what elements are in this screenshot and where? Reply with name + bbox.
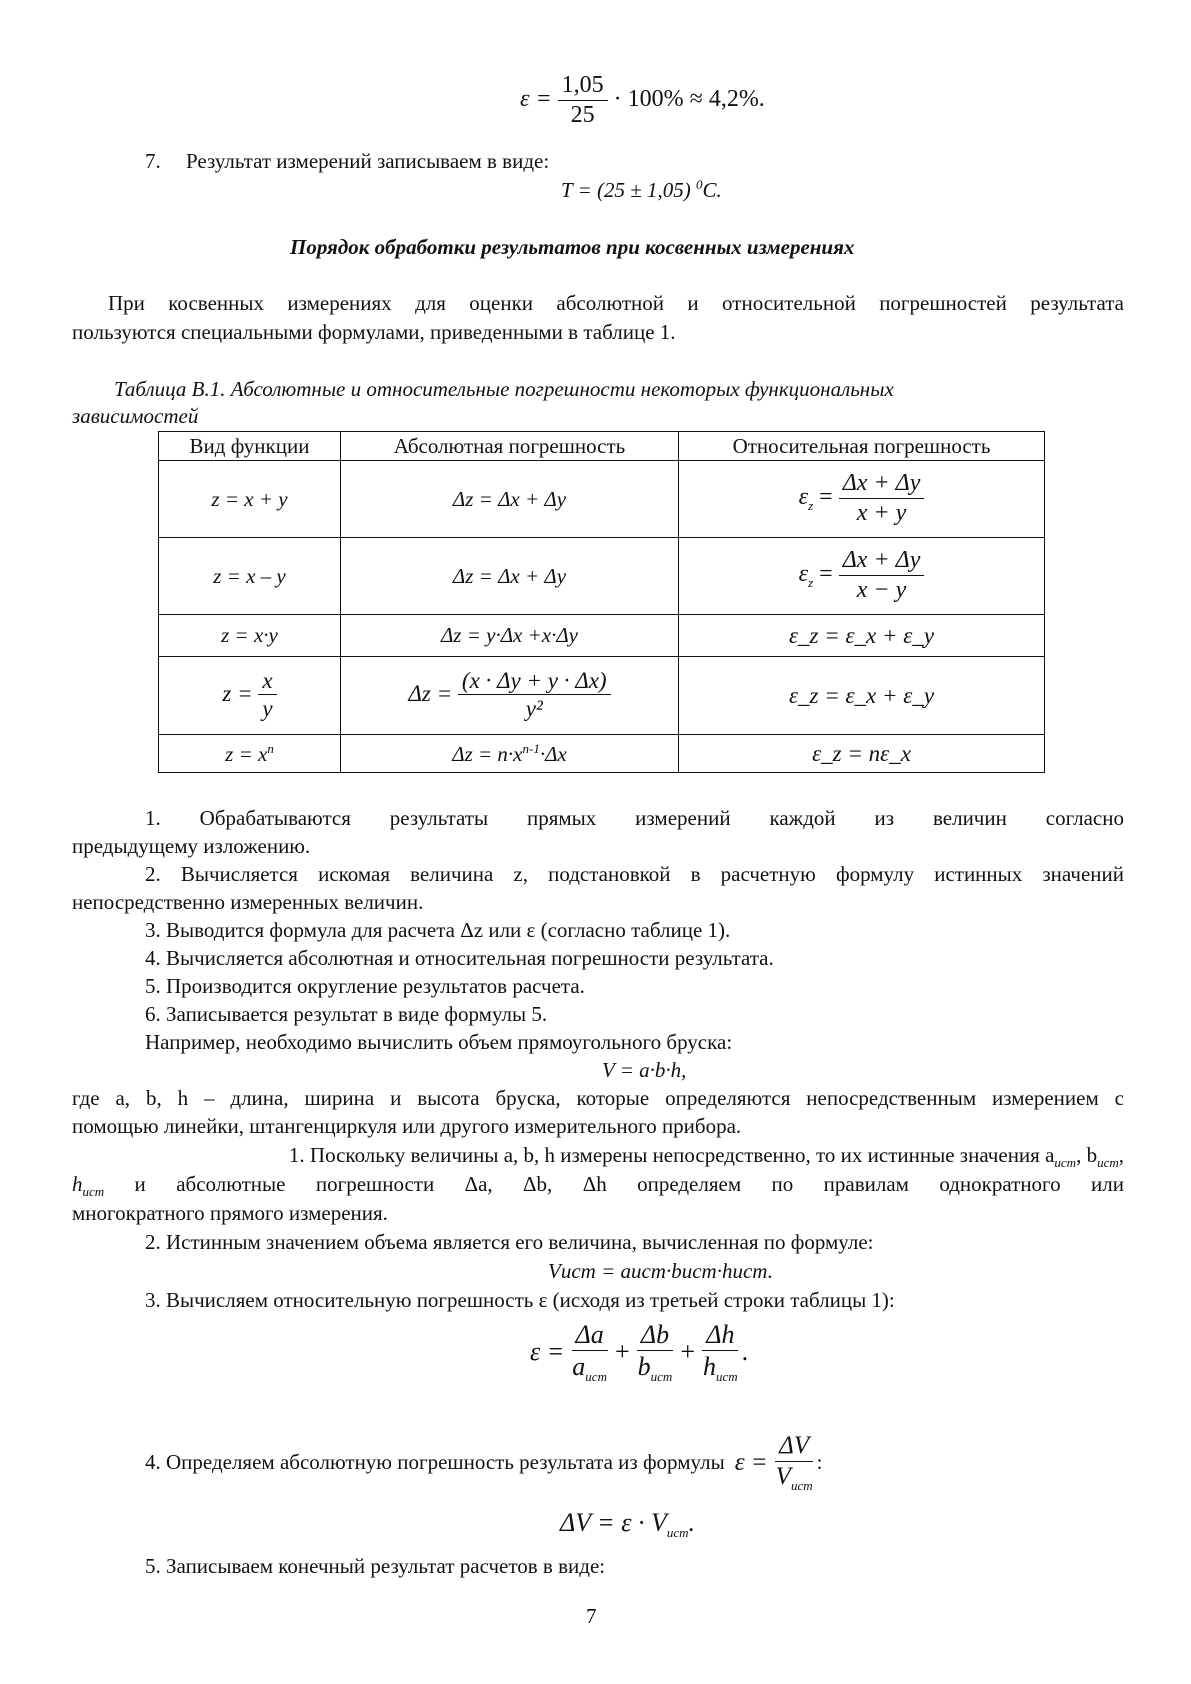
rel-lhs: ε [798,484,809,511]
delta-v-formula: ΔV = ε · V [560,1508,667,1537]
e1-end: , [1118,1143,1124,1167]
cell-function: z = x – y [159,538,341,615]
e1-sub-b: ист [1097,1155,1119,1171]
fraction-denominator: 25 [570,101,595,128]
delta-v-end: . [688,1508,696,1537]
fraction [558,72,608,129]
rel-eq: = [819,484,833,511]
table-row [159,735,1045,773]
where-line-1: где a, b, h – длина, ширина и высота бруска, которые определяются непосредственным измерением с [72,1086,1124,1110]
e4-denominator [772,1462,817,1494]
e1b-text: и абсолютные погрешности Δa, Δb, Δh определяем по правилам однократного или [104,1172,1124,1196]
rel-denominator: x + y [856,499,907,526]
step-1-line-2: предыдущему изложению. [72,834,311,858]
abs-lhs: Δz = [408,680,453,706]
true-volume-formula: Vист = aист·bист·hист. [548,1259,773,1283]
header-absolute-error: Абсолютная погрешность [341,432,679,461]
rel-numerator: Δx + Δy [839,470,925,499]
cell-absolute [341,735,679,773]
e1-text: 1. Поскольку величины a, b, h измерены непосредственно, то их истинные значения a [288,1143,1055,1167]
rel-fraction [839,470,925,527]
b-true [634,1351,677,1385]
cell-absolute: Δz = Δx + Δy [341,461,679,538]
example-step-3: 3. Вычисляем относительную погрешность ε (исходя из третьей строки таблицы 1): [145,1288,895,1312]
fraction-h [699,1320,742,1385]
v-symbol: V [775,1462,791,1490]
fraction-numerator: 1,05 [558,72,608,101]
func-base: z = x [225,741,268,766]
plus-sign: + [680,1337,695,1367]
h-symbol: h [72,1172,83,1196]
rel-lhs: ε [798,561,809,588]
b-symbol: b [637,1351,651,1381]
e4-formula [735,1432,817,1493]
relative-error-formula [530,1320,748,1385]
delta-h: Δh [702,1320,738,1351]
step-5: 5. Производится округление результатов расчета. [145,974,585,998]
cell-relative: ε_z = ε_x + ε_y [679,657,1045,735]
period: . [741,1337,749,1367]
fraction-a [568,1320,611,1385]
abs-base: Δz = n·x [452,741,523,766]
cell-relative [679,461,1045,538]
table-header-row [159,432,1045,461]
example-step-2: 2. Истинным значением объема является его величина, вычисленная по формуле: [145,1230,874,1254]
abs-numerator: (x · Δy + y · Δx) [458,668,611,695]
example-step-1-line-2 [72,1172,1124,1200]
fraction-b [634,1320,677,1385]
cell-relative: ε_z = nε_x [679,735,1045,773]
step-1-line-1: 1. Обрабатываются результаты прямых измерений каждой из величин согласно [145,806,1124,830]
cell-function: z = x·y [159,615,341,657]
e4-fraction [772,1432,817,1493]
rel-sub: z [808,498,814,514]
where-line-2: помощью линейки, штангенциркуля или другого измерительного прибора. [72,1114,742,1138]
a-symbol: a [572,1351,586,1381]
example-intro: Например, необходимо вычислить объем прямоугольного бруска: [145,1030,733,1054]
a-true [568,1351,611,1385]
delta-b: Δb [637,1320,673,1351]
e4-colon: : [816,1450,823,1475]
e4-text: 4. Определяем абсолютную погрешность результата из формулы [145,1450,725,1475]
table-row [159,461,1045,538]
page-number: 7 [586,1604,597,1628]
rel-sub: z [808,575,814,591]
temperature-value: T = (25 ± 1,05) [561,178,696,202]
func-lhs: z = [222,680,253,706]
plus-sign: + [614,1337,630,1367]
func-fraction [258,668,276,723]
e1-sub-a: ист [1054,1155,1077,1171]
step-3: 3. Выводится формула для расчета Δz или ε (согласно таблице 1). [145,918,731,942]
e4-numerator: ΔV [775,1432,813,1462]
temperature-result [561,177,722,203]
h-symbol: h [702,1351,716,1381]
func-denominator: y [262,696,273,722]
step-7-number: 7. [145,149,161,173]
eps-lhs: ε = [530,1337,565,1367]
rel-eq: = [819,561,833,588]
rel-numerator: Δx + Δy [839,547,925,576]
e1-mid: , b [1076,1143,1098,1167]
func-numerator: x [258,668,276,695]
epsilon-formula [520,72,765,129]
func-exponent: n [267,740,274,756]
abs-denominator: y² [525,696,543,722]
epsilon-lhs: ε = [520,86,552,113]
abs-exponent: n-1 [522,740,540,756]
rel-fraction [839,547,925,604]
table-caption-line-1: Таблица В.1. Абсолютные и относительные погрешности некоторых функциональных [114,377,894,401]
cell-function: z = x + y [159,461,341,538]
abs-tail: ·Δx [539,741,567,766]
table-row [159,615,1045,657]
step-6: 6. Записывается результат в виде формулы 5. [145,1002,548,1026]
cell-function [159,657,341,735]
epsilon-result: · 100% ≈ 4,2%. [613,86,765,113]
e4-lhs: ε = [734,1448,768,1476]
header-function: Вид функции [159,432,341,461]
h-sub: ист [715,1369,738,1385]
rel-denominator: x − y [856,576,907,603]
table-caption-line-2: зависимостей [72,404,199,428]
section-title: Порядок обработки результатов при косвенных измерениях [290,235,855,259]
example-step-1-line-3: многократного прямого измерения. [72,1201,388,1225]
a-sub: ист [585,1369,607,1385]
cell-relative [679,538,1045,615]
absolute-error-result [560,1508,695,1541]
step-2-line-1: 2. Вычисляется искомая величина z, подстановкой в расчетную формулу истинных значений [145,862,1124,886]
h-sub: ист [82,1184,105,1200]
header-relative-error: Относительная погрешность [679,432,1045,461]
abs-fraction [458,668,611,723]
cell-relative: ε_z = ε_x + ε_y [679,615,1045,657]
delta-v-sub: ист [666,1525,689,1541]
cell-function [159,735,341,773]
table-row [159,657,1045,735]
example-step-4 [145,1432,822,1493]
b-sub: ист [650,1369,673,1385]
temperature-unit: C. [702,178,722,202]
h-true [699,1351,742,1385]
cell-absolute: Δz = Δx + Δy [341,538,679,615]
cell-absolute: Δz = y·Δx +x·Δy [341,615,679,657]
step-7-text: Результат измерений записываем в виде: [186,149,550,173]
volume-formula: V = a·b·h, [602,1058,687,1082]
example-step-1-line-1 [145,1143,1124,1171]
example-step-5: 5. Записываем конечный результат расчетов в виде: [145,1554,606,1578]
intro-line-2: пользуются специальными формулами, приведенными в таблице 1. [72,320,676,344]
step-4: 4. Вычисляется абсолютная и относительная погрешности результата. [145,946,774,970]
intro-line-1: При косвенных измерениях для оценки абсолютной и относительной погрешностей результата [108,291,1124,315]
table-row [159,538,1045,615]
step-2-line-2: непосредственно измеренных величин. [72,890,424,914]
error-table [158,431,1045,773]
delta-a: Δa [572,1320,608,1351]
v-sub: ист [790,1477,813,1493]
degree-sup: 0 [695,177,703,192]
cell-absolute [341,657,679,735]
